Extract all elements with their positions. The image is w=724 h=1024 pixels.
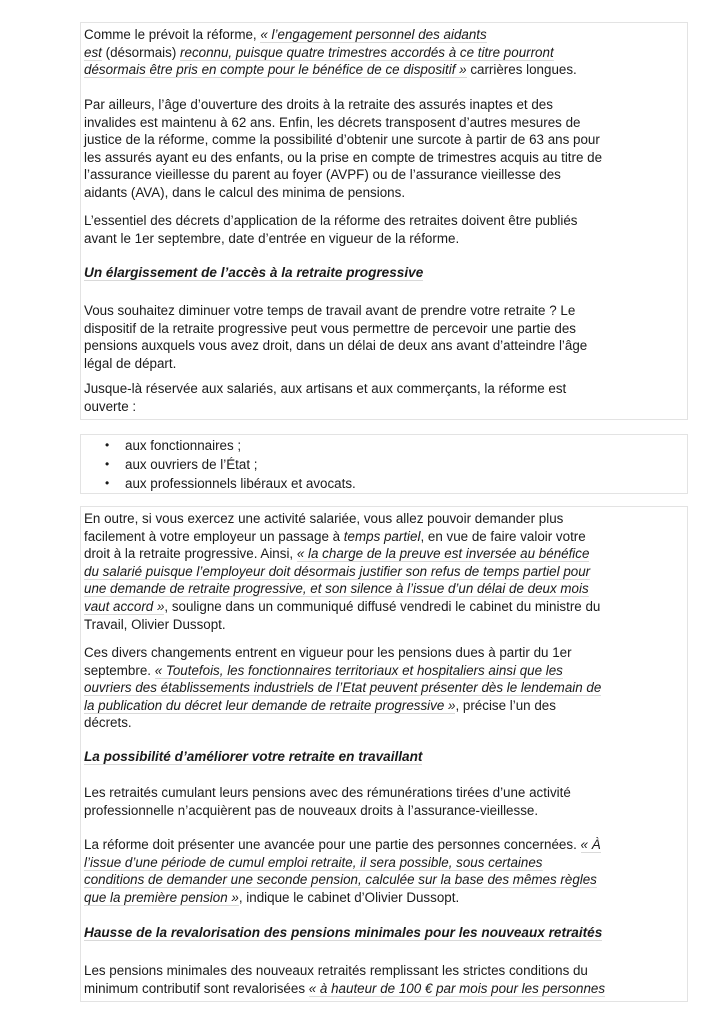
text-line: décrets. (84, 715, 132, 731)
paragraph-inaptes (84, 96, 684, 202)
quote: conditions de demander une seconde pension, calculée sur la base des mêmes règles (84, 872, 597, 888)
quote: désormais être pris en compte pour le bénéfice de ce dispositif » (84, 62, 467, 78)
text: , indique le cabinet d’Olivier Dussopt. (238, 889, 460, 905)
text-line: Travail, Olivier Dussopt. (84, 616, 226, 632)
text: La réforme doit présenter une avancée pour une partie des personnes concernées. (84, 837, 577, 852)
text-line: avant le 1er septembre, date d’entrée en vigueur de la réforme. (84, 230, 460, 246)
quote: une demande de retraite progressive, et son silence à l’issue d’un délai de deux mois (84, 581, 589, 597)
text-line: En outre, si vous exercez une activité salariée, vous allez pouvoir demander plus (84, 511, 564, 526)
text-line: Les retraités cumulant leurs pensions avec des rémunérations tirées d’une activité (84, 785, 571, 800)
quote: l’issue d’une période de cumul emploi retraite, il sera possible, sous certaines (84, 854, 543, 870)
list-item: • aux professionnels libéraux et avocats. (81, 474, 687, 493)
section-heading (84, 748, 684, 766)
text: , souligne dans un communiqué diffusé vendredi le cabinet du ministre du (164, 598, 601, 614)
text-line: légal de départ. (84, 355, 177, 371)
quote: reconnu, puisque quatre trimestres accordés à ce titre pourront (180, 44, 554, 60)
text: , en vue de faire valoir votre (420, 528, 586, 544)
text: facilement à votre employeur un passage à (84, 528, 341, 544)
text-line: pensions auxquels vous avez droit, dans un délai de deux ans avant d’atteindre l’âge (84, 338, 588, 354)
quote: la publication du décret leur demande de retraite progressive » (84, 697, 456, 713)
text: carrières longues. (470, 62, 577, 78)
text-line: justice de la réforme, comme la possibilité d’obtenir une surcote à partir de 63 ans pour (84, 132, 600, 148)
list-item: • aux fonctionnaires ; (81, 436, 687, 455)
quote: « à hauteur de 100 € par mois pour les personnes (308, 980, 606, 996)
paragraph-retraite-progressive (84, 302, 684, 372)
text-line: aidants (AVA), dans le calcul des minima de pensions. (84, 184, 406, 200)
text: minimum contributif sont revalorisées (84, 980, 306, 996)
paragraph-cumul (84, 784, 684, 819)
paragraph-seconde-pension (84, 836, 684, 906)
quote: ouvriers des établissements industriels de l’Etat peuvent présenter dès le lendemain de (84, 680, 602, 696)
text-line: invalides est maintenu à 62 ans. Enfin, les décrets transposent d’autres mesures de (84, 114, 581, 130)
text-line: l’assurance vieillesse du parent au foyer (AVPF) ou de l’assurance vieillesse des (84, 167, 561, 183)
text-line: Vous souhaitez diminuer votre temps de travail avant de prendre votre retraite ? Le (84, 303, 576, 318)
quote: « la charge de la preuve est inversée au bénéfice (296, 546, 590, 562)
section-heading (84, 264, 684, 282)
beneficiaries-list (81, 436, 687, 493)
emphasis: temps partiel (343, 528, 421, 544)
paragraph-pensions-minimales (84, 962, 684, 997)
quote: « l’engagement personnel des aidants (260, 27, 487, 42)
paragraph-decrets (84, 212, 684, 247)
text-line: Par ailleurs, l’âge d’ouverture des droits à la retraite des assurés inaptes et des (84, 97, 553, 112)
text-line: dispositif de la retraite progressive peut vous permettre de percevoir une partie des (84, 320, 576, 336)
quote: « Toutefois, les fonctionnaires territoriaux et hospitaliers ainsi que les (154, 662, 563, 678)
list-item: • aux ouvriers de l’État ; (81, 455, 687, 474)
text: septembre. (84, 662, 151, 678)
heading-text: La possibilité d’améliorer votre retraite en travaillant (84, 749, 423, 764)
paragraph-ouverte (84, 380, 684, 415)
quote: « À (580, 837, 601, 852)
text-line: Jusque-là réservée aux salariés, aux artisans et aux commerçants, la réforme est (84, 381, 567, 396)
text-line: Ces divers changements entrent en vigueur pour les pensions dues à partir du 1er (84, 645, 572, 660)
text: Comme le prévoit la réforme, (84, 27, 257, 42)
text-line: professionnelle n’acquièrent pas de nouveaux droits à l’assurance-vieillesse. (84, 802, 539, 818)
heading-text: Un élargissement de l’accès à la retraite progressive (84, 265, 424, 280)
quote: que la première pension » (84, 889, 239, 905)
text-line: ouverte : (84, 398, 137, 414)
heading-text: Hausse de la revalorisation des pensions minimales pour les nouveaux retraités (84, 925, 603, 940)
paragraph-temps-partiel (84, 510, 684, 633)
paragraph-vigueur (84, 644, 684, 732)
list-frame (80, 434, 688, 494)
text: droit à la retraite progressive. Ainsi, (84, 546, 294, 562)
quote: du salarié puisque l’employeur doit désormais justifier son refus de temps partiel pour (84, 563, 591, 579)
text: , précise l’un des (455, 697, 556, 713)
text: (désormais) (105, 44, 177, 60)
text-line: L’essentiel des décrets d’application de la réforme des retraites doivent être publiés (84, 213, 578, 228)
quote: vaut accord » (84, 598, 165, 614)
text-line: les assurés ayant eu des enfants, ou la prise en compte de trimestres acquis au titre de (84, 149, 603, 165)
section-heading (84, 924, 684, 942)
quote: est (84, 44, 102, 60)
text-line: Les pensions minimales des nouveaux retraités remplissant les strictes conditions du (84, 963, 588, 978)
